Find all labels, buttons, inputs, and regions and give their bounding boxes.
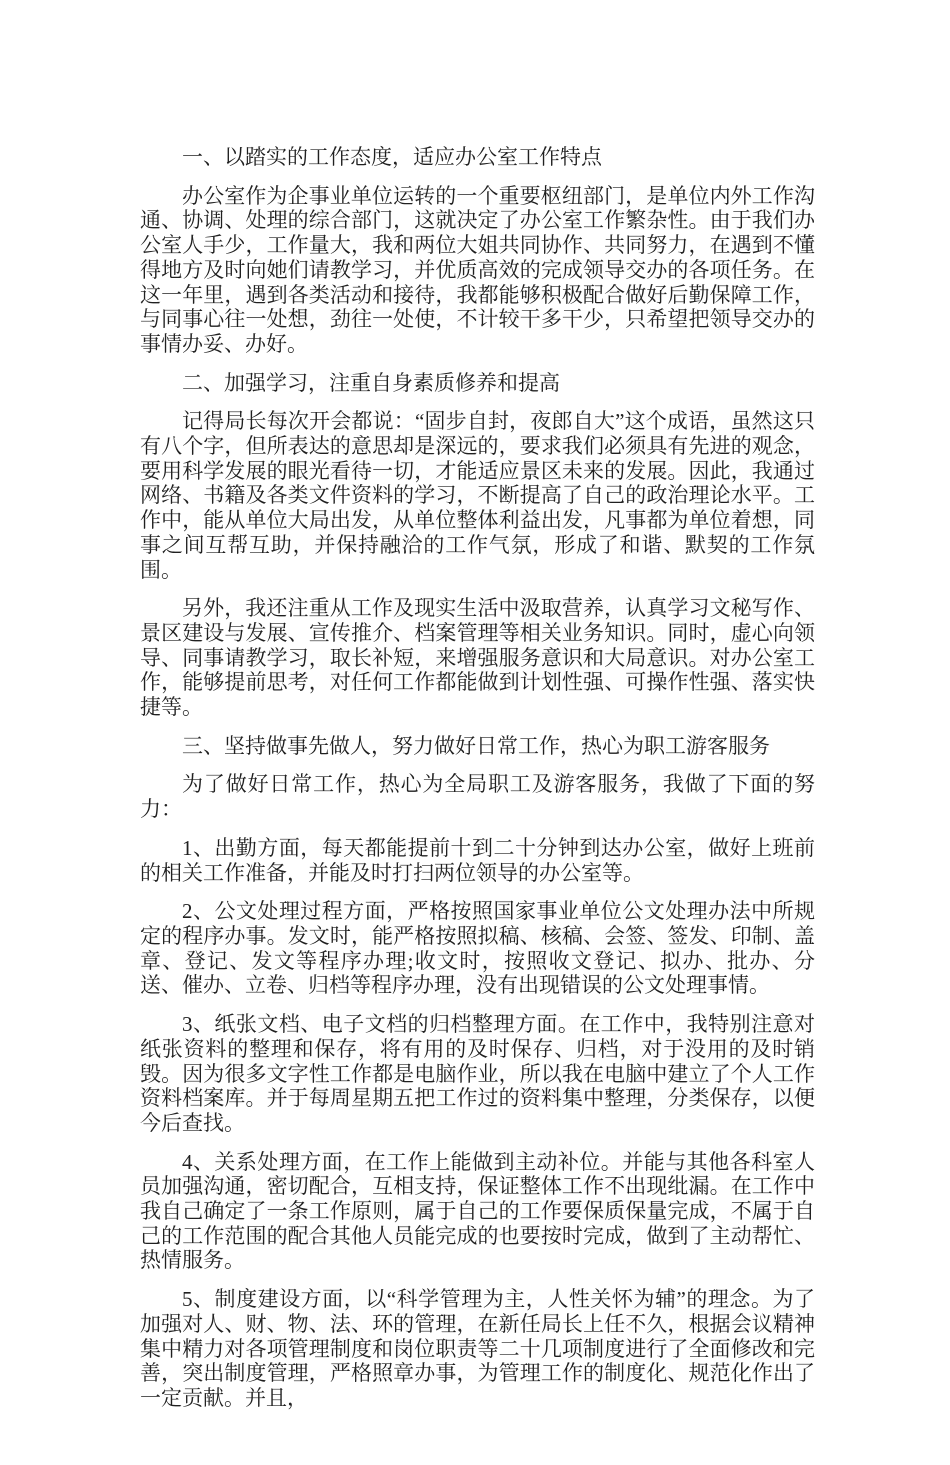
paragraph-item-1-attendance: 1、出勤方面，每天都能提前十到二十分钟到达办公室，做好上班前的相关工作准备，并能及时打扫两位领导的办公室等。 [140, 835, 815, 885]
paragraph-item-2-document-processing: 2、公文处理过程方面，严格按照国家事业单位公文处理办法中所规定的程序办事。发文时，能严格按照拟稿、核稿、会签、签发、印制、盖章、登记、发文等程序办理;收文时，按照收文登记、拟办、批办、分送、催办、立卷、归档等程序办理，没有出现错误的公文处理事情。 [140, 899, 815, 998]
section-heading-1: 一、以踏实的工作态度，适应办公室工作特点 [182, 145, 602, 169]
paragraph-study: 记得局长每次开会都说：“固步自封，夜郎自大”这个成语，虽然这只有八个字，但所表达的意思却是深远的，要求我们必须具有先进的观念，要用科学发展的眼光看待一切，才能适应景区未来的发展。因此，我通过网络、书籍及各类文件资料的学习，不断提高了自己的政治理论水平。工作中，能从单位大局出发，从单位整体利益出发，凡事都为单位着想，同事之间互帮互助，并保持融洽的工作气氛，形成了和谐、默契的工作氛围。 [140, 409, 815, 582]
paragraph-study-extra: 另外，我还注重从工作及现实生活中汲取营养，认真学习文秘写作、景区建设与发展、宣传推介、档案管理等相关业务知识。同时，虚心向领导、同事请教学习，取长补短，来增强服务意识和大局意识。对办公室工作，能够提前思考，对任何工作都能做到计划性强、可操作性强、落实快捷等。 [140, 596, 815, 720]
paragraph-item-5-system-building: 5、制度建设方面，以“科学管理为主，人性关怀为辅”的理念。为了加强对人、财、物、法、环的管理，在新任局长上任不久，根据会议精神集中精力对各项管理制度和岗位职责等二十几项制度进行了全面修改和完善，突出制度管理，严格照章办事，为管理工作的制度化、规范化作出了一定贡献。并且， [140, 1287, 815, 1410]
paragraph-item-3-archiving: 3、纸张文档、电子文档的归档整理方面。在工作中，我特别注意对纸张资料的整理和保存，将有用的及时保存、归档，对于没用的及时销毁。因为很多文字性工作都是电脑作业，所以我在电脑中建立了个人工作资料档案库。并于每周星期五把工作过的资料集中整理，分类保存，以便今后查找。 [140, 1012, 815, 1135]
section-heading-2: 二、加强学习，注重自身素质修养和提高 [182, 370, 560, 395]
section-heading-3: 三、坚持做事先做人，努力做好日常工作，热心为职工游客服务 [182, 733, 770, 758]
paragraph-office-role: 办公室作为企事业单位运转的一个重要枢纽部门，是单位内外工作沟通、协调、处理的综合部门，这就决定了办公室工作繁杂性。由于我们办公室人手少，工作量大，我和两位大姐共同协作、共同努力，在遇到不懂得地方及时向她们请教学习，并优质高效的完成领导交办的各项任务。在这一年里，遇到各类活动和接待，我都能够积极配合做好后勤保障工作，与同事心往一处想，劲往一处使，不计较干多干少，只希望把领导交办的事情办妥、办好。 [140, 183, 815, 356]
paragraph-daily-work-intro: 为了做好日常工作，热心为全局职工及游客服务，我做了下面的努力： [140, 772, 815, 822]
paragraph-item-4-relations: 4、关系处理方面，在工作上能做到主动补位。并能与其他各科室人员加强沟通，密切配合，互相支持，保证整体工作不出现纰漏。在工作中我自己确定了一条工作原则，属于自己的工作要保质保量完成，不属于自己的工作范围的配合其他人员能完成的也要按时完成，做到了主动帮忙、热情服务。 [140, 1149, 815, 1273]
